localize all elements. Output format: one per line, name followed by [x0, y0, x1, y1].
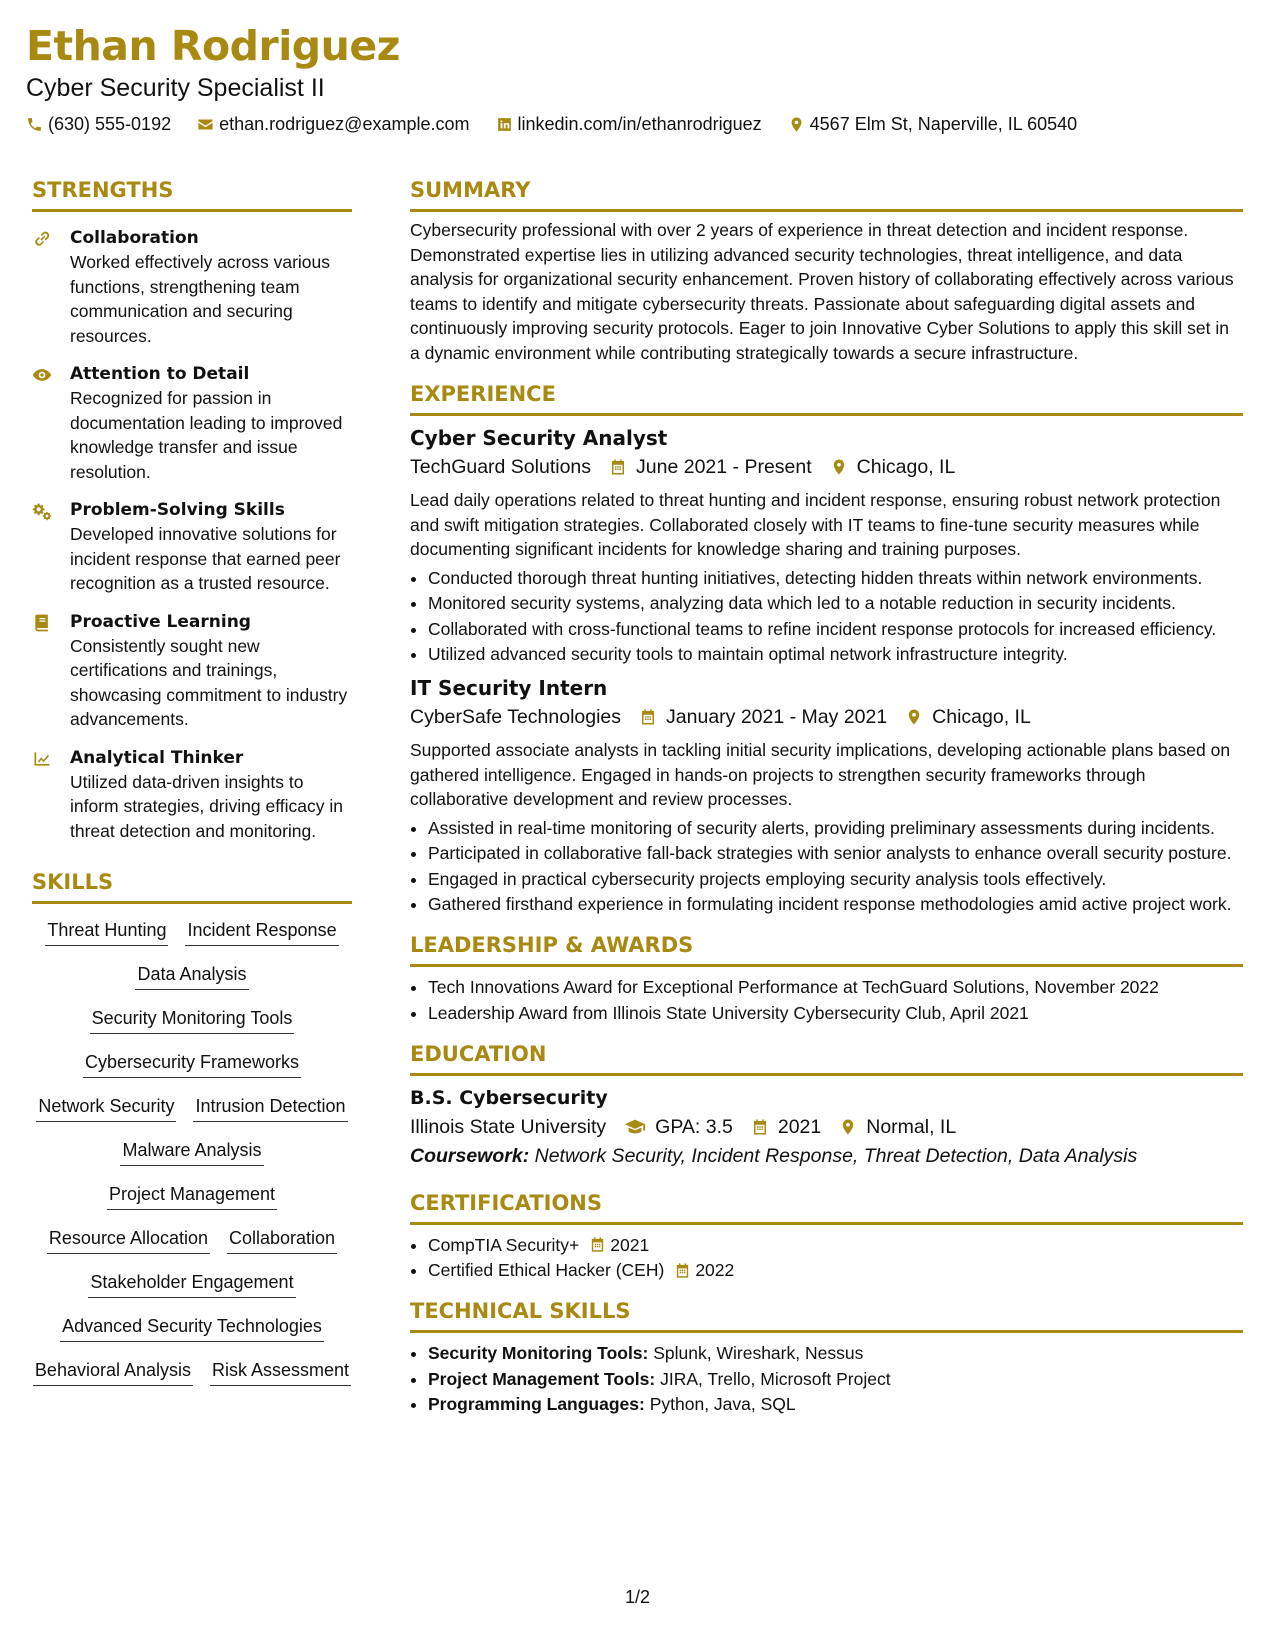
job-bullet: • Participated in collaborative fall-back strategies with senior analysts to enhance overall security posture.	[428, 841, 1243, 865]
job-bullet: • Utilized advanced security tools to maintain optimal network infrastructure integrity.	[428, 642, 1243, 666]
tech-skill-label: Project Management Tools:	[428, 1368, 656, 1389]
cert-name: • Certified Ethical Hacker (CEH)	[428, 1260, 665, 1280]
contact-address	[788, 114, 1078, 135]
tech-skill-item	[428, 1367, 1243, 1391]
section-title-technical-skills: TECHNICAL SKILLS	[410, 1296, 1243, 1333]
technical-skills-list	[410, 1341, 1243, 1416]
skill-tag: Behavioral Analysis	[33, 1358, 193, 1386]
skill-tag: Malware Analysis	[120, 1138, 263, 1166]
section-title-summary: SUMMARY	[410, 175, 1243, 212]
education-meta	[410, 1112, 1243, 1142]
job-location: Chicago, IL	[932, 706, 1031, 728]
job-desc: Supported associate analysts in tackling initial security implications, developing actionable plans based on gathered intelligence. Engaged in hands-on projects to strengthen security frameworks through collaborative development and review processes.	[410, 740, 1231, 809]
right-column	[410, 175, 1243, 1418]
tech-skill-item	[428, 1341, 1243, 1365]
job-role: Cyber Security Analyst	[410, 426, 668, 450]
summary-section	[410, 175, 1243, 365]
skill-tag: Security Monitoring Tools	[90, 1006, 295, 1034]
skills-section	[32, 867, 352, 1386]
section-title-leadership: LEADERSHIP & AWARDS	[410, 930, 1243, 967]
job-company: TechGuard Solutions	[410, 456, 592, 478]
book-icon	[32, 613, 52, 633]
strength-desc: Utilized data-driven insights to inform strategies, driving efficacy in threat detection and monitoring.	[70, 771, 343, 841]
strength-desc: Recognized for passion in documentation leading to improved knowledge transfer and issue resolution.	[70, 388, 343, 482]
cert-year: 2022	[695, 1260, 735, 1280]
school-location: Normal, IL	[866, 1115, 957, 1138]
section-title-skills: SKILLS	[32, 867, 352, 904]
strength-item	[32, 498, 352, 596]
eye-icon	[32, 365, 52, 385]
skill-tag: Cybersecurity Frameworks	[83, 1050, 301, 1078]
job-dates: June 2021 - Present	[636, 456, 812, 478]
chart-line-icon	[32, 749, 52, 769]
school-name: Illinois State University	[410, 1115, 607, 1138]
leadership-section	[410, 930, 1243, 1025]
contact-phone[interactable]	[26, 114, 171, 135]
calendar-icon	[589, 1236, 606, 1253]
job-entry	[410, 674, 1243, 916]
section-title-strengths: STRENGTHS	[32, 175, 352, 212]
resume-header	[26, 20, 1245, 135]
skill-tag: Data Analysis	[135, 962, 248, 990]
envelope-icon	[197, 116, 214, 133]
job-dates: January 2021 - May 2021	[666, 706, 888, 728]
award-item: • Tech Innovations Award for Exceptional Performance at TechGuard Solutions, November 2022	[428, 975, 1243, 999]
page-number: 1/2	[624, 1587, 651, 1607]
skill-tag: Intrusion Detection	[193, 1094, 347, 1122]
candidate-name: Ethan Rodriguez	[26, 22, 400, 70]
link-icon	[32, 229, 52, 249]
left-column	[32, 175, 352, 1386]
calendar-icon	[674, 1262, 691, 1279]
job-meta	[410, 702, 1243, 732]
map-pin-icon	[839, 1118, 857, 1136]
section-title-experience: EXPERIENCE	[410, 379, 1243, 416]
certifications-section	[410, 1188, 1243, 1283]
phone-text: (630) 555-0192	[48, 114, 172, 134]
job-location: Chicago, IL	[856, 456, 956, 478]
skill-tag: Advanced Security Technologies	[60, 1314, 324, 1342]
skill-tag: Stakeholder Engagement	[88, 1270, 295, 1298]
job-entry	[410, 424, 1243, 666]
job-meta	[410, 452, 1243, 482]
linkedin-icon	[496, 116, 513, 133]
strength-desc: Consistently sought new certifications and trainings, showcasing commitment to industry advancements.	[70, 635, 348, 729]
job-bullet: • Monitored security systems, analyzing data which led to a notable reduction in security incidents.	[428, 591, 1243, 615]
skill-tag: Project Management	[107, 1182, 277, 1210]
phone-icon	[26, 116, 43, 133]
job-bullet: • Collaborated with cross-functional teams to refine incident response protocols for increased efficiency.	[428, 617, 1243, 641]
calendar-icon	[609, 458, 627, 476]
strength-title: Problem-Solving Skills	[70, 500, 285, 520]
job-role: IT Security Intern	[410, 676, 608, 700]
email-text: ethan.rodriguez@example.com	[219, 114, 470, 134]
coursework	[410, 1142, 1243, 1170]
certifications-list	[410, 1233, 1243, 1283]
tech-skill-value: JIRA, Trello, Microsoft Project	[660, 1368, 891, 1389]
section-title-education: EDUCATION	[410, 1039, 1243, 1076]
job-bullets	[410, 816, 1243, 917]
experience-section	[410, 379, 1243, 916]
summary-text: Cybersecurity professional with over 2 years of experience in threat detection and incident response. Demonstrated expertise lies in utilizing advanced security technologies, threat intelligence, and data analysis for organizational security enhancement. Proven history of collaborating effectively across various teams to identify and mitigate cybersecurity threats. Passionate about safeguarding digital assets and continuously improving security protocols. Eager to join Innovative Cyber Solutions to apply this skill set in a dynamic environment while contributing strategically towards a secure infrastructure.	[410, 220, 1234, 363]
contact-linkedin[interactable]	[496, 114, 762, 135]
skill-tag: Incident Response	[185, 918, 338, 946]
leadership-list	[410, 975, 1243, 1025]
skills-list	[32, 918, 352, 1386]
education-section	[410, 1039, 1243, 1170]
strength-title: Collaboration	[70, 228, 199, 248]
address-text: 4567 Elm St, Naperville, IL 60540	[809, 114, 1078, 134]
degree: B.S. Cybersecurity	[410, 1086, 608, 1109]
strength-item	[32, 362, 352, 484]
job-bullet: • Conducted thorough threat hunting initiatives, detecting hidden threats within network environments.	[428, 566, 1243, 590]
certification-item	[428, 1258, 1243, 1282]
grad-year: 2021	[777, 1115, 822, 1138]
graduation-cap-icon	[624, 1116, 646, 1138]
strength-desc: Worked effectively across various functions, strengthening team communication and securing resources.	[70, 252, 331, 346]
skill-tag: Threat Hunting	[45, 918, 168, 946]
tech-skill-label: Security Monitoring Tools:	[428, 1343, 649, 1363]
contact-email[interactable]	[197, 114, 469, 135]
map-pin-icon	[788, 116, 805, 133]
strength-desc: Developed innovative solutions for incident response that earned peer recognition as a trusted resource.	[70, 524, 341, 593]
map-pin-icon	[905, 708, 923, 726]
job-bullet: • Gathered firsthand experience in formulating incident response methodologies amid active project work.	[428, 892, 1243, 916]
tech-skill-value: Splunk, Wireshark, Nessus	[653, 1343, 864, 1363]
award-item: • Leadership Award from Illinois State University Cybersecurity Club, April 2021	[428, 1001, 1243, 1025]
tech-skill-label: Programming Languages:	[428, 1394, 645, 1414]
job-bullets	[410, 566, 1243, 667]
job-bullet: • Engaged in practical cybersecurity projects employing security analysis tools effectively.	[428, 867, 1243, 891]
linkedin-text: linkedin.com/in/ethanrodriguez	[517, 114, 762, 134]
job-company: CyberSafe Technologies	[410, 706, 622, 728]
section-title-certifications: CERTIFICATIONS	[410, 1188, 1243, 1225]
map-pin-icon	[830, 458, 848, 476]
skill-tag: Resource Allocation	[47, 1226, 210, 1254]
cert-name: • CompTIA Security+	[428, 1234, 580, 1255]
strength-title: Analytical Thinker	[70, 747, 244, 768]
candidate-title: Cyber Security Specialist II	[26, 74, 325, 102]
strength-item	[32, 226, 352, 348]
strength-item	[32, 610, 352, 732]
skill-tag: Collaboration	[227, 1226, 337, 1254]
job-desc: Lead daily operations related to threat hunting and incident response, ensuring robust network protection and swift mitigation strategies. Collaborated closely with IT teams to fine-tune security measures while documenting significant incidents for knowledge sharing and training purposes.	[410, 490, 1221, 559]
gpa: GPA: 3.5	[655, 1115, 733, 1138]
skill-tag: Network Security	[36, 1094, 176, 1122]
strength-title: Attention to Detail	[70, 364, 250, 384]
coursework-list: Network Security, Incident Response, Threat Detection, Data Analysis	[534, 1144, 1138, 1167]
gears-icon	[32, 501, 52, 521]
skill-tag: Risk Assessment	[210, 1358, 351, 1386]
cert-year: 2021	[610, 1234, 650, 1255]
strength-item	[32, 746, 352, 844]
certification-item	[428, 1233, 1243, 1257]
strengths-section	[32, 175, 352, 843]
contact-bar	[26, 114, 1245, 135]
technical-skills-section	[410, 1296, 1243, 1416]
calendar-icon	[639, 708, 657, 726]
tech-skill-item	[428, 1392, 1243, 1416]
strength-title: Proactive Learning	[70, 611, 251, 632]
coursework-label: Coursework:	[410, 1144, 530, 1167]
job-bullet: • Assisted in real-time monitoring of security alerts, providing preliminary assessments during incidents.	[428, 816, 1243, 840]
tech-skill-value: Python, Java, SQL	[649, 1394, 796, 1414]
calendar-icon	[751, 1118, 769, 1136]
